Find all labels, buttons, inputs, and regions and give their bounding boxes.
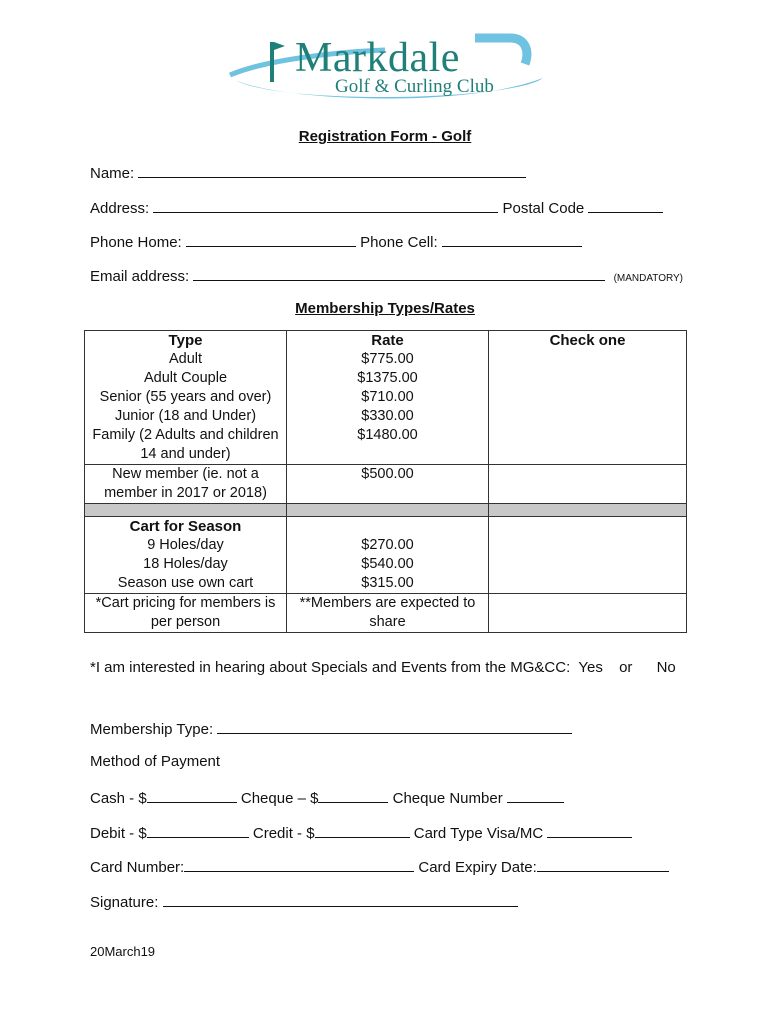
cheque-number-field[interactable]: [507, 787, 564, 803]
table-row: [85, 594, 687, 633]
footer-date: 20March19: [90, 944, 156, 959]
cart-note-rate: **Members are expected to share: [287, 594, 489, 633]
email-field[interactable]: [193, 265, 605, 281]
name-row: [90, 162, 526, 182]
card-expiry-field[interactable]: [537, 856, 669, 872]
cash-row: [90, 787, 564, 807]
cheque-amount-field[interactable]: [318, 787, 388, 803]
check-header: Check one: [549, 332, 626, 349]
membership-title: Membership Types/Rates: [295, 300, 475, 317]
name-label: Name:: [90, 165, 135, 182]
cart-header: Cart for Season: [129, 518, 242, 535]
phone-home-label: Phone Home:: [90, 234, 182, 251]
signature-field[interactable]: [163, 891, 518, 907]
interest-text: *I am interested in hearing about Specials and Events from the MG&CC:: [90, 659, 571, 676]
signature-label: Signature:: [90, 894, 159, 911]
interest-row: [90, 659, 676, 676]
form-title: Registration Form - Golf: [298, 128, 472, 145]
interest-no-option[interactable]: No: [656, 659, 676, 676]
cart-rate-list: $270.00 $540.00 $315.00: [361, 537, 414, 591]
phone-home-field[interactable]: [186, 231, 356, 247]
email-label: Email address:: [90, 268, 190, 285]
card-type-label: Card Type Visa/MC: [413, 825, 544, 842]
table-separator-row: [85, 504, 687, 517]
mandatory-note: (MANDATORY): [613, 273, 684, 284]
membership-type-row: [90, 718, 572, 738]
cash-field[interactable]: [147, 787, 237, 803]
cheque-number-label: Cheque Number: [392, 790, 503, 807]
rate-header: Rate: [371, 332, 404, 349]
signature-row: [90, 891, 518, 911]
name-field[interactable]: [138, 162, 526, 178]
postal-label: Postal Code: [502, 200, 585, 217]
card-type-field[interactable]: [547, 822, 632, 838]
phone-row: [90, 231, 582, 251]
check-cell-main[interactable]: [489, 331, 687, 465]
club-logo: [225, 30, 550, 105]
membership-type-field[interactable]: [217, 718, 572, 734]
interest-yes-option[interactable]: Yes: [578, 659, 603, 676]
rate-list: $775.00 $1375.00 $710.00 $330.00 $1480.00: [357, 351, 418, 443]
email-row: [90, 265, 683, 285]
address-row: [90, 197, 663, 217]
table-cell: [85, 331, 287, 465]
cash-label: Cash - $: [90, 790, 147, 807]
table-cell: [85, 504, 287, 517]
debit-row: [90, 822, 632, 842]
new-member-type: New member (ie. not a member in 2017 or 2018): [85, 465, 287, 504]
table-cell: [287, 517, 489, 594]
table-cell: [85, 517, 287, 594]
address-label: Address:: [90, 200, 150, 217]
debit-field[interactable]: [147, 822, 249, 838]
logo-subtitle: Golf & Curling Club: [335, 76, 494, 97]
credit-field[interactable]: [315, 822, 410, 838]
table-header-row: [85, 331, 687, 465]
cart-note-type: *Cart pricing for members is per person: [85, 594, 287, 633]
cart-type-list: 9 Holes/day 18 Holes/day Season use own cart: [117, 537, 254, 591]
table-row: [85, 465, 687, 504]
membership-rates-table: [84, 330, 687, 633]
membership-type-label: Membership Type:: [90, 721, 214, 738]
phone-cell-field[interactable]: [442, 231, 582, 247]
phone-cell-label: Phone Cell:: [360, 234, 438, 251]
credit-label: Credit - $: [252, 825, 315, 842]
postal-field[interactable]: [588, 197, 663, 213]
type-header: Type: [168, 332, 203, 349]
interest-or: or: [619, 659, 633, 676]
type-list: Adult Adult Couple Senior (55 years and over) Junior (18 and Under) Family (2 Adults and children 14 and under): [92, 351, 279, 462]
address-field[interactable]: [153, 197, 498, 213]
check-cell-new-member[interactable]: [489, 465, 687, 504]
card-number-label: Card Number:: [90, 859, 185, 876]
cheque-label: Cheque – $: [240, 790, 319, 807]
new-member-rate: $500.00: [287, 465, 489, 504]
table-cell: [287, 331, 489, 465]
check-cell-cart[interactable]: [489, 517, 687, 594]
check-cell-cart-note[interactable]: [489, 594, 687, 633]
card-number-field[interactable]: [184, 856, 414, 872]
table-row: [85, 517, 687, 594]
logo-name: Markdale: [295, 35, 460, 81]
card-expiry-label: Card Expiry Date:: [418, 859, 537, 876]
card-row: [90, 856, 669, 876]
table-cell: [489, 504, 687, 517]
table-cell: [287, 504, 489, 517]
debit-label: Debit - $: [90, 825, 147, 842]
payment-method-label: Method of Payment: [90, 753, 221, 770]
